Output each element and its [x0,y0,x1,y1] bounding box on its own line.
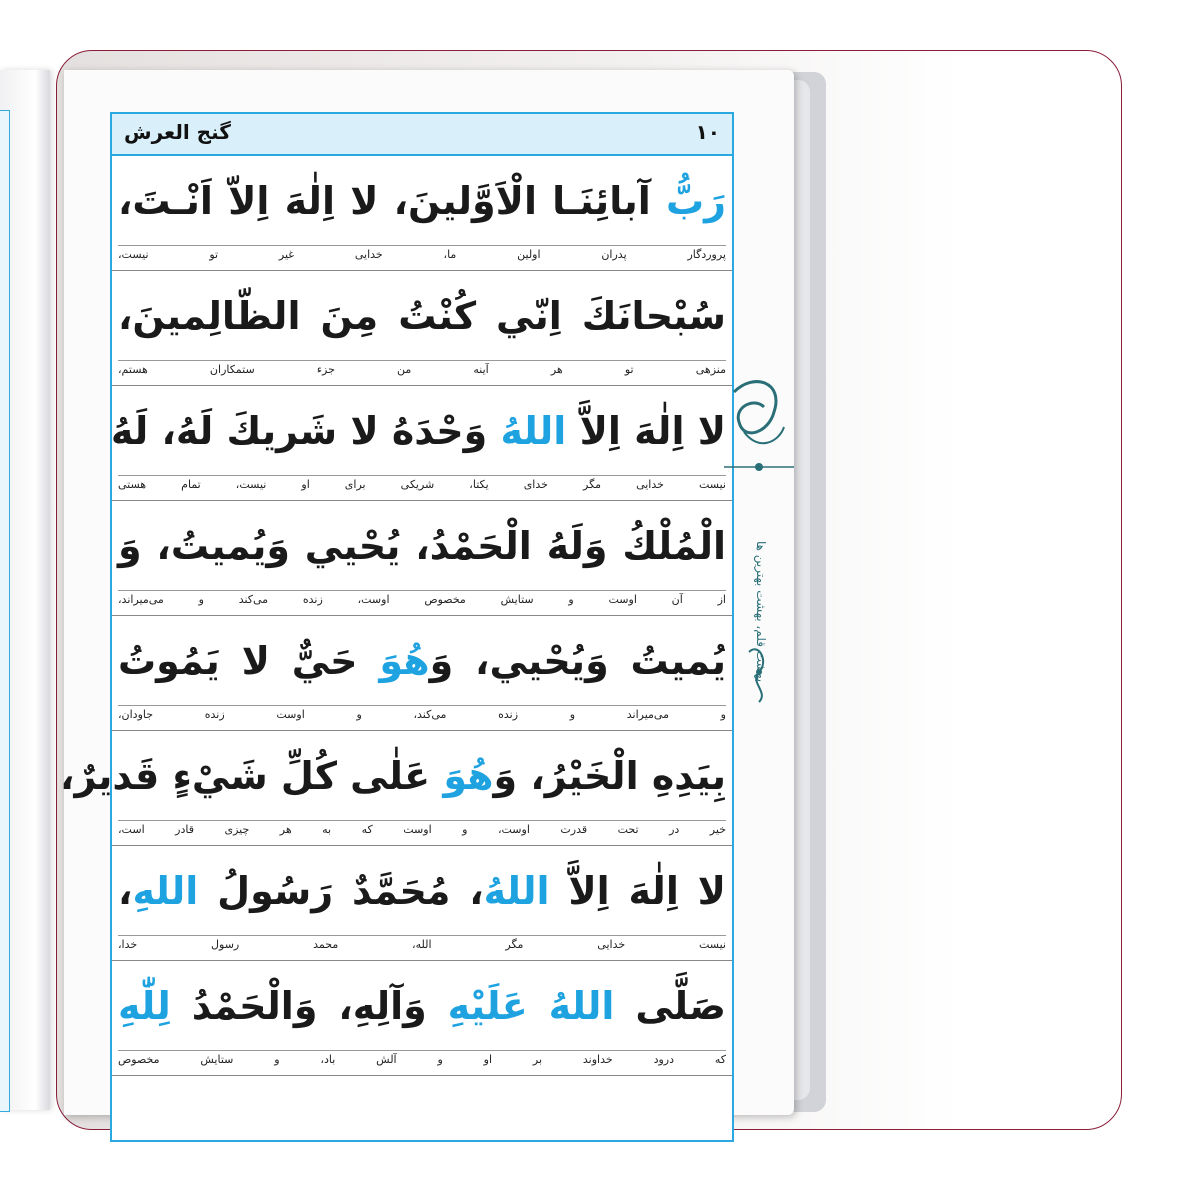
verse-block [112,156,732,271]
highlighted-word: اللهِ [132,869,199,913]
verse-block [112,846,732,961]
left-page-edge [0,70,50,1110]
book-title: گنج العرش [124,120,231,144]
arabic-verse-line [110,396,726,466]
verse-text: لا اِلٰهَ اِلاَّ [549,869,726,913]
arabic-verse-line [118,856,726,926]
highlighted-word: هُوَ [443,754,494,798]
highlighted-word: اللهُ [500,409,567,453]
persian-translation: نیست خدایی مگر خدای یکتا، شریکی برای او نیست، تمام هستی [118,475,726,494]
verse-text: بِيَدِهِ الْخَيْرُ، وَ [493,754,726,798]
verse-block [112,961,732,1076]
persian-translation: نیست خدایی مگر الله، محمد رسول خدا، [118,935,726,954]
verse-text: عَلٰى كُلِّ شَيْءٍ قَديرٌ، [60,754,444,798]
arabic-verse-line [118,971,726,1041]
highlighted-word: رَبُّ [665,179,726,223]
verse-block [60,731,732,846]
verse-text: الْمُلْكُ وَلَهُ الْحَمْدُ، يُحْيي وَيُميتُ، وَ [118,524,726,568]
verse-block [112,386,732,501]
verse-text: وَحْدَهُ لا شَريكَ لَهُ، لَهُ [110,409,501,453]
watermark [724,372,794,832]
persian-translation: از آن اوست و ستایش مخصوص اوست، زنده می‌کند و می‌میراند، [118,590,726,609]
arabic-verse-line [118,511,726,581]
page-content-frame [60,112,734,1142]
highlighted-word: لِلّٰهِ [118,984,171,1028]
verse-block [112,616,732,731]
highlighted-word: اللهُ عَلَيْهِ [447,984,615,1028]
verse-text: وَآلِهِ، وَالْحَمْدُ [170,984,448,1028]
highlighted-word: هُوَ [379,639,430,683]
verse-text: سُبْحانَكَ اِنّي كُنْتُ مِنَ الظّالِمينَ، [118,294,726,338]
persian-translation: منزهی تو هر آینه من جزء ستمکاران هستم، [118,360,726,379]
verse-text: صَلَّى [614,984,727,1028]
page-header [112,114,732,156]
verse-text: يُميتُ وَيُحْيي، وَ [429,639,726,683]
persian-translation: و می‌میراند و زنده می‌کند، و اوست زنده جاودان، [118,705,726,724]
page-number: ۱۰ [695,120,720,144]
verse-text: ، مُحَمَّدٌ رَسُولُ [198,869,484,913]
arabic-verse-line [60,741,726,811]
verse-block [112,271,732,386]
persian-translation: پروردگار پدران اولین ما، خدایی غیر تو نیست، [118,245,726,264]
verse-block [112,501,732,616]
verse-text: آبائِنَـا الْاَوَّلينَ، لا اِلٰهَ اِلاّ اَنْـتَ، [118,179,666,223]
book-page [60,70,794,1115]
persian-translation: خیر در تحت قدرت اوست، و اوست که به هر چیزی قادر است، [118,820,726,839]
verse-text: لا اِلٰهَ اِلاَّ [566,409,726,453]
verse-list [60,156,732,1076]
verse-text: ، [118,869,133,913]
arabic-verse-line [118,626,726,696]
arabic-verse-line [118,166,726,236]
verse-text: حَيٌّ لا يَمُوتُ [118,639,380,683]
persian-translation: که درود خداوند بر او و آلش باد، و ستایش مخصوص [118,1050,726,1069]
highlighted-word: اللهُ [483,869,550,913]
arabic-verse-line [118,281,726,351]
left-page-border [0,110,10,1112]
watermark-text: بهشت قلم، بهشت بهترین ها [754,540,768,682]
